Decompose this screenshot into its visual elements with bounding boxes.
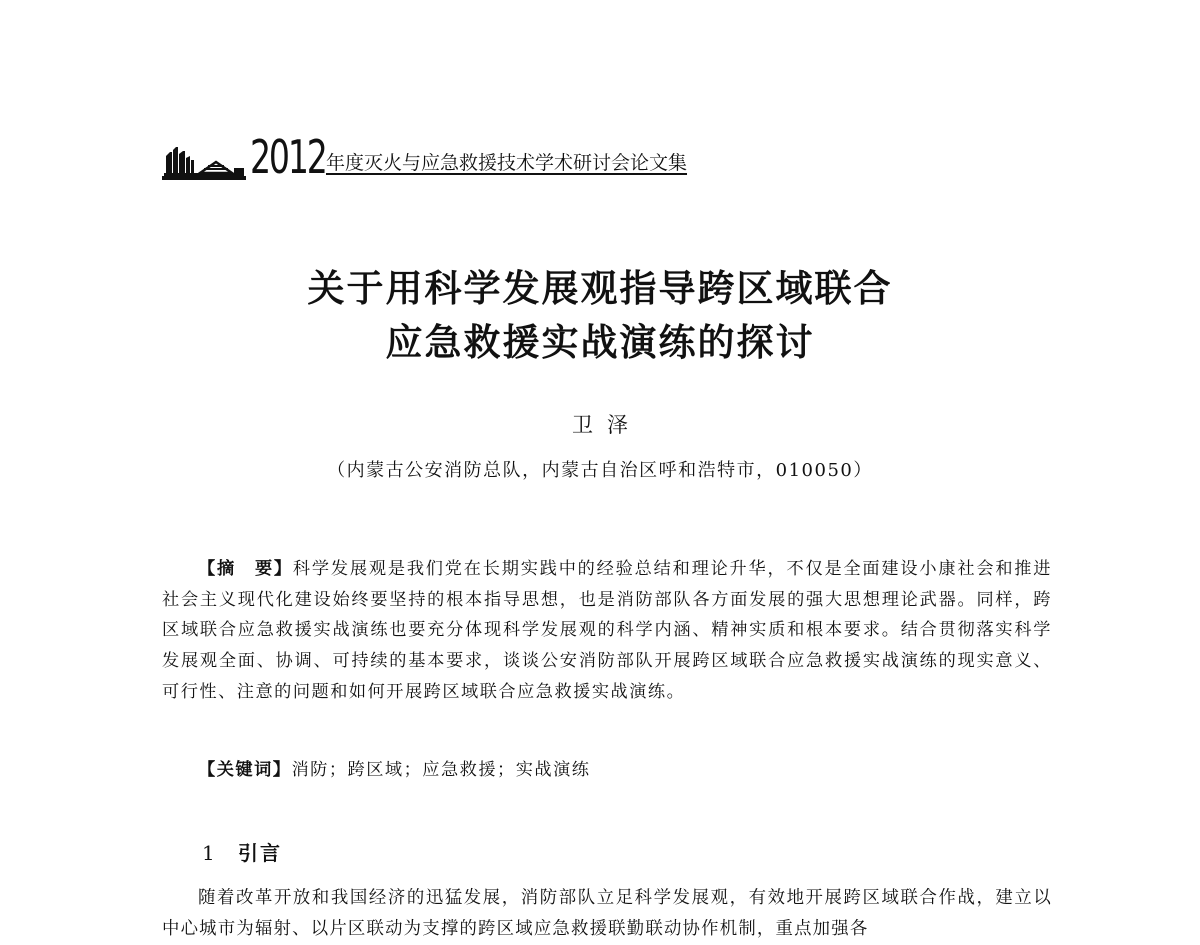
paper-title-line-2: 应急救援实战演练的探讨: [385, 321, 815, 364]
abstract-text: 科学发展观是我们党在长期实践中的经验总结和理论升华，不仅是全面建设小康社会和推进社会主义现代化建设始终要坚持的根本指导思想，也是消防部队各方面发展的强大思想理论武器。同样，跨区域联合应急救援实战演练也要充分体现科学发展观的科学内涵、精神实质和根本要求。结合贯彻落实科学发展观全面、协调、可持续的基本要求，谈谈公安消防部队开展跨区域联合应急救援实战演练的现实意义、可行性、注意的问题和如何开展跨区域联合应急救援实战演练。: [162, 559, 1052, 702]
header-year: 2012: [250, 130, 326, 184]
section-title: 引言: [238, 841, 282, 865]
paper-title: [0, 262, 1200, 370]
author-name: 卫泽: [572, 413, 642, 437]
abstract-label: 【摘 要】: [198, 559, 293, 579]
section-body-text: 随着改革开放和我国经济的迅猛发展，消防部队立足科学发展观，有效地开展跨区域联合作战，建立以中心城市为辐射、以片区联动为支撑的跨区域应急救援联勤联动协作机制，重点加强各: [162, 888, 1052, 939]
section-heading: [202, 838, 282, 868]
keywords: [198, 755, 1058, 785]
library-building-icon: [160, 146, 248, 182]
section-number: 1: [202, 841, 215, 865]
author-affiliation: （内蒙古公安消防总队，内蒙古自治区呼和浩特市，010050）: [327, 460, 873, 481]
header-title: 年度灭火与应急救援技术学术研讨会论文集: [326, 152, 688, 174]
abstract: [162, 554, 1052, 708]
running-header: [160, 130, 780, 188]
keywords-text: 消防；跨区域；应急救援；实战演练: [291, 760, 591, 780]
paper-title-line-1: 关于用科学发展观指导跨区域联合: [307, 267, 893, 310]
keywords-label: 【关键词】: [198, 760, 292, 780]
